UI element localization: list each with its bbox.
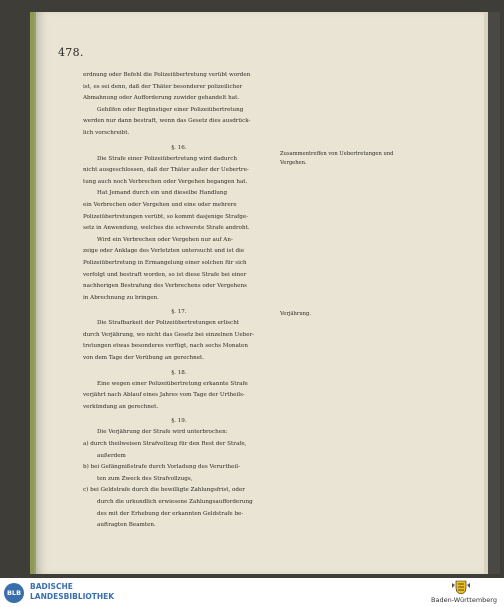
section-heading: §. 19. (171, 418, 187, 425)
margin-note-text: Verjährung. (280, 311, 311, 317)
text-line: tretungen etwas besonderes verfügt, nach sechs Monaten (83, 343, 248, 350)
body-text-column (83, 70, 275, 532)
text-line: verfolgt und bestraft worden, so ist diese Strafe bei einer (83, 271, 247, 278)
spine-shadow (488, 12, 500, 574)
library-name (30, 582, 114, 602)
text-line: von dem Tage der Verübung an gerechnet. (83, 355, 205, 362)
coat-of-arms-icon (450, 579, 472, 595)
text-line: c) bei Geldstrafe durch die bewilligte Zahlungsfrist, oder (83, 487, 245, 494)
text-line: des mit der Erhebung der erkannten Geldstrafe be- (97, 510, 244, 517)
footer-bar (0, 578, 504, 607)
text-line: zeige oder Anklage des Verletzten untersucht und ist die (83, 248, 245, 255)
section-heading: §. 17. (171, 309, 187, 316)
text-line: in Abrechnung zu bringen. (83, 294, 159, 301)
text-line: setz in Anwendung, welches die schwerste Strafe androht. (83, 225, 250, 232)
text-line: durch Verjährung, wo nicht das Gesetz bei einzelnen Ueber- (83, 331, 255, 338)
text-line: Polizeiübertretungen verübt, so kommt dasjenige Strafge- (83, 213, 249, 220)
text-line: ten zum Zweck des Strafvollzugs, (97, 475, 193, 482)
text-line: b) bei Gefängnißstrafe durch Vorladung des Verurtheil- (83, 464, 240, 471)
library-name-line1: BADISCHE (30, 582, 73, 591)
text-line: a) durch theilweisen Strafvollzug für den Rest der Strafe, (83, 441, 247, 448)
text-line: werden nur dann bestraft, wenn das Gesetz dies ausdrück- (83, 118, 251, 125)
text-line: Die Verjährung der Strafe wird unterbrochen: (97, 429, 228, 436)
text-line: Polizeiübertretung in Ermangelung einer solchen für sich (83, 259, 247, 266)
text-line: Die Strafbarkeit der Polizeiübertretungen erlischt (97, 320, 240, 327)
text-line: außerdem (97, 452, 126, 459)
margin-note-concurrence (280, 150, 393, 167)
text-line: Abmahnung oder Aufforderung zuwider gehandelt hat. (83, 95, 240, 102)
text-line: tung auch noch Verbrechen oder Vergehen begangen hat. (83, 178, 248, 185)
text-line: lich vorschreibt. (83, 129, 130, 136)
text-line: Die Strafe einer Polizeiübertretung wird dadurch (97, 155, 237, 162)
text-line: erdnung oder Befehl die Polizeiübertretung verübt worden (83, 72, 251, 78)
margin-note-limitation (280, 310, 311, 319)
text-line: Wird ein Verbrechen oder Vergehen nur auf An- (97, 236, 233, 243)
section-heading: §. 18. (171, 369, 187, 376)
text-line: Eine wegen einer Polizeiübertretung erkannte Strafe (97, 380, 248, 387)
text-line: Gehilfen oder Begünstiger einer Polizeiübertretung (97, 106, 244, 113)
text-line: durch die urkundlich erwiesene Zahlungsaufforderung (97, 499, 253, 505)
state-name: Baden-Württemberg (431, 596, 497, 604)
page-number: 478. (58, 46, 84, 59)
text-line: Hat Jemand durch ein und dieselbe Handlung (97, 190, 228, 197)
text-line: verkündung an gerechnet. (83, 403, 159, 410)
text-line: auftragten Beamten. (97, 522, 156, 529)
library-name-line2: LANDESBIBLIOTHEK (30, 592, 115, 601)
text-line: verjährt nach Ablauf eines Jahres vom Tage der Urtheils- (83, 392, 245, 399)
section-heading: §. 16. (171, 144, 187, 151)
margin-note-text: Zusammentreffen von Uebertretungen und Vergehen. (280, 151, 394, 166)
text-line: ist, es sei denn, daß der Thäter besonderer polizeilicher (83, 83, 243, 90)
text-line: nachherigen Bestrafung des Verbrechens oder Vergehens (83, 283, 247, 290)
text-line: ein Verbrechen oder Vergehen und eine oder mehrere (83, 201, 237, 208)
text-line: nicht ausgeschlossen, daß der Thäter außer der Uebertre- (83, 167, 249, 174)
blb-logo-icon: BLB (4, 583, 24, 603)
